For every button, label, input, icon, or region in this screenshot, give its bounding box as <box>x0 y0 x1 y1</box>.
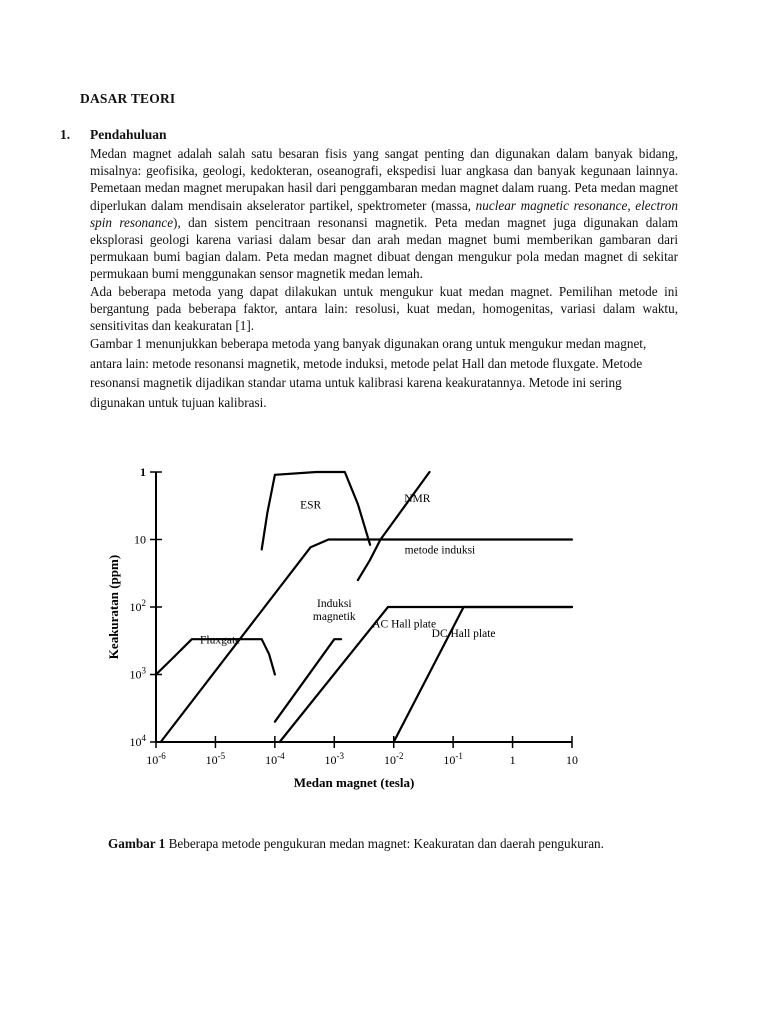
series-line-nmr <box>358 472 430 580</box>
series-label-esr <box>300 500 321 512</box>
y-tick-label-1: 10 <box>134 532 146 547</box>
figure-1 <box>98 448 598 808</box>
paragraph-1-part-a: Medan magnet adalah salah satu besaran fisis yang sangat penting dan digunakan dalam banyak bidang, misalnya: geofisika, geologi, kedokteran, oseanografi, ekspedisi luar angkasa dan banyak kegunaan lainnya. Pemetaan medan magnet merupakan hasil dari penggambaran medan magnet dalam ruang. Peta medan magnet diperlukan dalam mendisain akselerator partikel, spektrometer (massa, <box>90 146 678 213</box>
x-tick-exponent-3: -3 <box>336 751 345 761</box>
section-title: Pendahuluan <box>90 127 167 142</box>
x-tick-label-1: $10^{-5}$ <box>205 751 226 767</box>
x-tick-label-2: $10^{-4}$ <box>265 751 285 767</box>
y-tick-label-0: 1 <box>140 465 146 479</box>
series-label-line-dc-hall-plate-0: DC Hall plate <box>431 628 496 641</box>
y-tick-exponent-3: 3 <box>141 665 146 676</box>
x-tick-exponent-5: -1 <box>455 751 463 761</box>
paragraph-1-part-b: ), dan sistem pencitraan resonansi magnetik. Peta medan magnet juga digunakan dalam eksplorasi geologi karena variasi dalam besar dan arah medan magnet bumi memberikan gambaran dari permukaan bumi bagian dalam. Peta medan magnet dibuat dengan mengukur pola medan magnet di sekitar permukaan bumi menggunakan sensor magnetik medan lemah. <box>90 214 678 282</box>
series-label-line-induksi-magnetik-1: magnetik <box>312 611 356 623</box>
x-tick-label-3: $10^{-3}$ <box>324 751 345 767</box>
magnetometer-chart <box>98 448 598 808</box>
section-number: 1. <box>60 127 71 142</box>
page-heading: DASAR TEORI <box>80 91 176 106</box>
series-label-fluxgate <box>200 635 240 647</box>
y-tick-label-2: $10^2$ <box>129 598 146 614</box>
x-tick-exponent-4: -2 <box>395 751 404 761</box>
x-axis-title: Medan magnet (tesla) <box>293 775 415 790</box>
x-tick-exponent-1: -5 <box>217 751 226 761</box>
x-tick-label-5: $10^{-1}$ <box>443 751 463 767</box>
series-label-line-induksi-magnetik-0: Induksi <box>317 598 352 610</box>
paragraph-2: Ada beberapa metoda yang dapat dilakukan untuk mengukur kuat medan magnet. Pemilihan metode ini bergantung pada beberapa faktor, antara lain: resolusi, kuat medan, homogenitas, variasi dalam waktu, sensitivitas dan keakuratan [1]. <box>90 283 678 334</box>
y-tick-label-4: $10^4$ <box>129 733 146 749</box>
caption-text: Beberapa metode pengukuran medan magnet: Keakuratan dan daerah pengukuran. <box>165 836 604 851</box>
paragraph-1 <box>90 145 678 283</box>
x-tick-label-4: $10^{-2}$ <box>383 751 404 767</box>
series-label-line-ac-hall-plate-0: AC Hall plate <box>372 618 437 631</box>
series-label-metode-induksi <box>405 544 476 556</box>
series-label-ac-hall-plate <box>372 618 436 630</box>
series-label-line-fluxgate-0: Fluxgate <box>200 634 241 647</box>
figure-caption <box>108 836 708 852</box>
x-tick-exponent-2: -4 <box>277 751 285 761</box>
section-heading <box>60 127 167 143</box>
series-label-nmr <box>404 493 431 505</box>
y-axis-title: Keakuratan (ppm) <box>106 554 121 660</box>
x-tick-label-7: 10 <box>566 753 578 767</box>
series-line-induksi-magnetik <box>275 639 341 722</box>
x-tick-label-6: 1 <box>509 753 516 767</box>
series-label-line-esr-0: ESR <box>300 499 322 512</box>
y-tick-exponent-2: 2 <box>141 598 146 608</box>
paragraph-1-italic: nuclear magnetic resonance, electron spin resonance <box>90 197 678 230</box>
y-tick-exponent-4: 4 <box>141 733 146 743</box>
x-tick-label-0: $10^{-6}$ <box>146 751 166 767</box>
paragraph-3: Gambar 1 menunjukkan beberapa metoda yang banyak digunakan orang untuk mengukur medan magnet, antara lain: metode resonansi magnetik, metode induksi, metode pelat Hall dan metode fluxgate. Metode resonansi magnetik dijadikan standar utama untuk kalibrasi karena keakuratannya. Metode ini sering digunakan untuk tujuan kalibrasi. <box>90 336 647 411</box>
body-text <box>90 145 678 413</box>
series-label-line-nmr-0: NMR <box>404 493 431 506</box>
y-tick-label-3: $10^3$ <box>129 665 146 682</box>
series-label-dc-hall-plate <box>432 628 496 640</box>
caption-label: Gambar 1 <box>108 836 166 851</box>
series-label-line-metode-induksi-0: metode induksi <box>404 544 476 557</box>
series-label-induksi-magnetik <box>313 598 356 623</box>
x-tick-exponent-0: -6 <box>158 751 166 761</box>
